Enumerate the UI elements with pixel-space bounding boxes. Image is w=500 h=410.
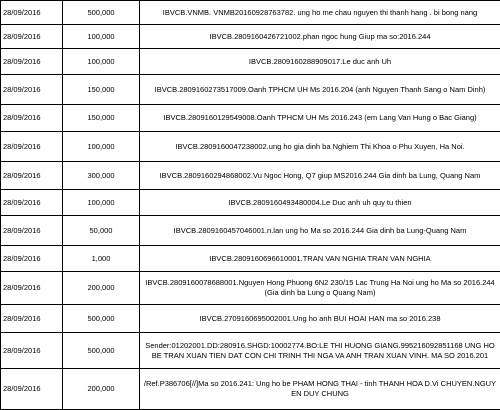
date-cell: 28/09/2016: [1, 333, 63, 369]
date-cell: 28/09/2016: [1, 25, 63, 49]
table-row: [1, 49, 500, 75]
amount-cell: 500,000: [63, 1, 140, 25]
date-cell: 28/09/2016: [1, 305, 63, 333]
description-cell: IBVCB.2809160426721002.phan ngoc hung Giup ma so:2016.244: [140, 25, 500, 49]
date-cell: 28/09/2016: [1, 1, 63, 25]
date-cell: 28/09/2016: [1, 162, 63, 190]
date-cell: 28/09/2016: [1, 49, 63, 75]
date-cell: 28/09/2016: [1, 132, 63, 162]
description-cell: IBVCB.2809160294868002.Vu Ngoc Hong, Q7 giup MS2016.244 Gia dinh ba Lung, Quang Nam: [140, 162, 500, 190]
table-row: [1, 272, 500, 305]
table-row: [1, 105, 500, 132]
date-cell: 28/09/2016: [1, 272, 63, 305]
table-row: [1, 75, 500, 105]
date-cell: 28/09/2016: [1, 75, 63, 105]
amount-cell: 50,000: [63, 216, 140, 246]
date-cell: 28/09/2016: [1, 369, 63, 410]
description-cell: IBVCB.2809160493480004.Le Duc anh uh quy tu thien: [140, 190, 500, 216]
amount-cell: 150,000: [63, 105, 140, 132]
description-cell: IBVCB.2809160457046001.n.lan ung ho Ma so 2016.244 Gia dinh ba Lung-Quang Nam: [140, 216, 500, 246]
ledger-body: [1, 1, 500, 410]
amount-cell: 500,000: [63, 305, 140, 333]
description-cell: IBVCB.2809160696610001.TRAN VAN NGHIA TRAN VAN NGHIA: [140, 246, 500, 272]
date-cell: 28/09/2016: [1, 246, 63, 272]
table-row: [1, 162, 500, 190]
description-cell: IBVCB.2809160047238002.ung ho gia dinh ba Nghiem Thi Khoa o Phu Xuyen, Ha Noi.: [140, 132, 500, 162]
date-cell: 28/09/2016: [1, 216, 63, 246]
date-cell: 28/09/2016: [1, 105, 63, 132]
table-row: [1, 216, 500, 246]
amount-cell: 100,000: [63, 132, 140, 162]
table-row: [1, 305, 500, 333]
table-row: [1, 25, 500, 49]
amount-cell: 200,000: [63, 369, 140, 410]
description-cell: /Ref.P386706[//]Ma so 2016.241: Ung ho be PHAM HONG THAI - tinh THANH HOA D.Vi CHUYEN.NGUY EN DUY CHUNG: [140, 369, 500, 410]
amount-cell: 150,000: [63, 75, 140, 105]
amount-cell: 1,000: [63, 246, 140, 272]
table-row: [1, 333, 500, 369]
amount-cell: 500,000: [63, 333, 140, 369]
table-row: [1, 1, 500, 25]
description-cell: IBVCB.2809160288909017.Le duc anh Uh: [140, 49, 500, 75]
table-row: [1, 190, 500, 216]
date-cell: 28/09/2016: [1, 190, 63, 216]
description-cell: IBVCB.VNMB. VNMB20160928763782. ung ho me chau nguyen thi thanh hang . bi bong nang: [140, 1, 500, 25]
amount-cell: 300,000: [63, 162, 140, 190]
table-row: [1, 246, 500, 272]
description-cell: IBVCB.2809160273517009.Oanh TPHCM UH Ms 2016.204 (anh Nguyen Thanh Sang o Nam Dinh): [140, 75, 500, 105]
description-cell: IBVCB.2709160695002001.Ung ho anh BUI HOAI HAN ma so 2016.238: [140, 305, 500, 333]
description-cell: Sender:01202001.DD:280916.SHGD:10002774.BO:LE THI HUONG GIANG.995216092851168 UNG HO BE TRAN XUAN TIEN DAT CON CHI TRINH THI NGA VA ANH TRAN XUAN VINH. MA SO 2016.201: [140, 333, 500, 369]
table-row: [1, 369, 500, 410]
amount-cell: 100,000: [63, 49, 140, 75]
amount-cell: 100,000: [63, 25, 140, 49]
description-cell: IBVCB.2809160129549008.Oanh TPHCM UH Ms 2016.243 (em Lang Van Hung o Bac Giang): [140, 105, 500, 132]
amount-cell: 100,000: [63, 190, 140, 216]
description-cell: IBVCB.2809160078688001.Nguyen Hong Phuong 6N2 230/15 Lac Trung Ha Noi ung ho Ma so 2016.244 (Gia dinh ba Lung o Quang Nam): [140, 272, 500, 305]
table-row: [1, 132, 500, 162]
amount-cell: 200,000: [63, 272, 140, 305]
